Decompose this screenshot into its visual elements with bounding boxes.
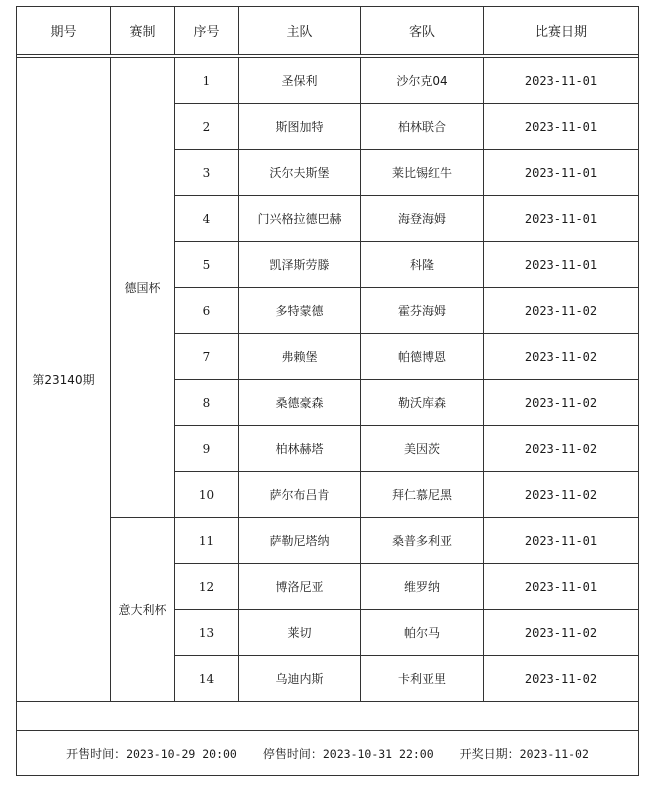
home-team-cell: 博洛尼亚 — [239, 564, 361, 610]
home-team-cell: 沃尔夫斯堡 — [239, 150, 361, 196]
home-team-cell: 多特蒙德 — [239, 288, 361, 334]
draw-date-label: 开奖日期： — [459, 746, 520, 761]
away-team-cell: 柏林联合 — [361, 104, 484, 150]
home-team-cell: 凯泽斯劳滕 — [239, 242, 361, 288]
home-team-cell: 桑德豪森 — [239, 380, 361, 426]
match-date-cell: 2023-11-02 — [484, 472, 639, 518]
seq-cell: 13 — [175, 610, 239, 656]
header-away: 客队 — [361, 7, 484, 55]
seq-cell: 1 — [175, 58, 239, 104]
away-team-cell: 卡利亚里 — [361, 656, 484, 702]
away-team-cell: 拜仁慕尼黑 — [361, 472, 484, 518]
home-team-cell: 弗赖堡 — [239, 334, 361, 380]
competition-cell: 意大利杯 — [111, 518, 175, 702]
match-row — [17, 58, 639, 104]
match-date-cell: 2023-11-02 — [484, 334, 639, 380]
seq-cell: 14 — [175, 656, 239, 702]
match-date-cell: 2023-11-01 — [484, 196, 639, 242]
away-team-cell: 沙尔克04 — [361, 58, 484, 104]
match-date-cell: 2023-11-02 — [484, 288, 639, 334]
home-team-cell: 门兴格拉德巴赫 — [239, 196, 361, 242]
away-team-cell: 莱比锡红牛 — [361, 150, 484, 196]
sale-start-label: 开售时间： — [66, 746, 127, 761]
footer-row — [17, 731, 639, 776]
seq-cell: 4 — [175, 196, 239, 242]
match-date-cell: 2023-11-02 — [484, 380, 639, 426]
match-date-cell: 2023-11-02 — [484, 610, 639, 656]
home-team-cell: 圣保利 — [239, 58, 361, 104]
sale-stop-value: 2023-10-31 22:00 — [322, 746, 434, 761]
schedule-table — [16, 6, 639, 776]
match-date-cell: 2023-11-02 — [484, 656, 639, 702]
draw-date-value: 2023-11-02 — [519, 746, 589, 761]
away-team-cell: 帕德博恩 — [361, 334, 484, 380]
away-team-cell: 科隆 — [361, 242, 484, 288]
match-row — [17, 518, 639, 564]
sale-start-value: 2023-10-29 20:00 — [126, 746, 237, 761]
match-date-cell: 2023-11-02 — [484, 426, 639, 472]
seq-cell: 6 — [175, 288, 239, 334]
home-team-cell: 萨尔布吕肯 — [239, 472, 361, 518]
home-team-cell: 莱切 — [239, 610, 361, 656]
sale-start — [66, 745, 237, 762]
seq-cell: 8 — [175, 380, 239, 426]
header-date: 比赛日期 — [484, 7, 639, 55]
home-team-cell: 乌迪内斯 — [239, 656, 361, 702]
home-team-cell: 柏林赫塔 — [239, 426, 361, 472]
seq-cell: 11 — [175, 518, 239, 564]
away-team-cell: 美因茨 — [361, 426, 484, 472]
seq-cell: 9 — [175, 426, 239, 472]
seq-cell: 2 — [175, 104, 239, 150]
match-date-cell: 2023-11-01 — [484, 104, 639, 150]
match-date-cell: 2023-11-01 — [484, 242, 639, 288]
blank-row — [17, 702, 639, 731]
home-team-cell: 斯图加特 — [239, 104, 361, 150]
seq-cell: 3 — [175, 150, 239, 196]
away-team-cell: 桑普多利亚 — [361, 518, 484, 564]
sale-stop-label: 停售时间： — [262, 746, 323, 761]
competition-cell: 德国杯 — [111, 58, 175, 518]
away-team-cell: 霍芬海姆 — [361, 288, 484, 334]
period-cell: 第23140期 — [17, 58, 111, 702]
header-home: 主队 — [239, 7, 361, 55]
seq-cell: 12 — [175, 564, 239, 610]
home-team-cell: 萨勒尼塔纳 — [239, 518, 361, 564]
match-date-cell: 2023-11-01 — [484, 518, 639, 564]
draw-date — [460, 745, 589, 762]
seq-cell: 10 — [175, 472, 239, 518]
match-date-cell: 2023-11-01 — [484, 150, 639, 196]
away-team-cell: 海登海姆 — [361, 196, 484, 242]
away-team-cell: 维罗纳 — [361, 564, 484, 610]
away-team-cell: 帕尔马 — [361, 610, 484, 656]
header-seq: 序号 — [175, 7, 239, 55]
sale-stop — [263, 745, 434, 762]
header-period: 期号 — [17, 7, 111, 55]
schedule-body — [17, 55, 639, 702]
away-team-cell: 勒沃库森 — [361, 380, 484, 426]
header-competition: 赛制 — [111, 7, 175, 55]
match-date-cell: 2023-11-01 — [484, 58, 639, 104]
sale-info — [17, 745, 638, 762]
seq-cell: 7 — [175, 334, 239, 380]
match-date-cell: 2023-11-01 — [484, 564, 639, 610]
schedule-sheet — [16, 6, 638, 776]
seq-cell: 5 — [175, 242, 239, 288]
header-row — [17, 7, 639, 55]
